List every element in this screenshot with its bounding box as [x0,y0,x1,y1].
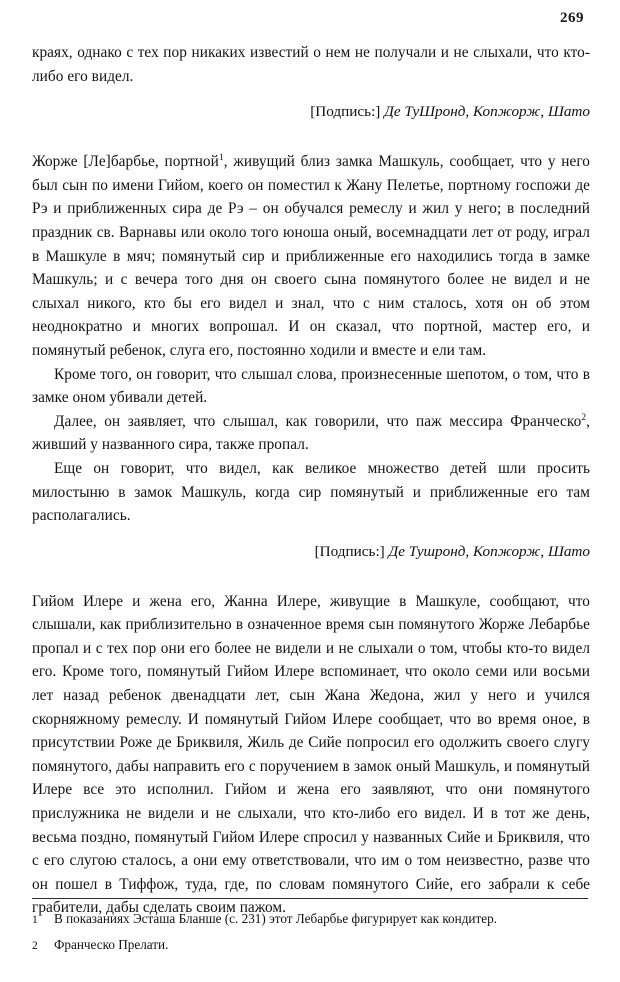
signature-line-1 [32,100,590,123]
footnote-ref-1[interactable]: 1 [218,153,224,164]
signature-line-2 [32,540,590,563]
testimony-2-paragraph-1: Гийом Илере и жена его, Жанна Илере, живущие в Машкуле, сообщают, что слышали, как приблизительно в означенное время сын помянутого Жорже Лебарбье пропал и с тех пор они его более не видели и не слыхали о том, чтобы кто-то видел его. Кроме того, помянутый Гийом Илере вспоминает, что около семи или восьми лет назад ребенок двенадцати лет, сын Жана Жедона, жил у него и учился скорняжному ремеслу. И помянутый Гийом Илере сообщает, что во время оное, в присутствии Роже де Бриквиля, Жиль де Сийе попросил его одолжить своего слугу помянутого, дабы направить его с поручением в замок оный Машкуль, и помянутый Илере все это исполнил. Гийом и жена его заявляют, что они помянутого прислужника не видели и не слыхали, что кто-либо его видел. И в тот же день, весьма поздно, помянутый Гийом Илере спросил у названных Сийе и Бриквиля, что с его слугою сталось, а они ему ответствовали, что им о том неизвестно, разве что он пошел в Тиффож, туда, где, по словам помянутого Сийе, его забрали к себе грабители, дабы сделать своим пажом. [32,592,590,917]
footnote-ref-2[interactable]: 2 [581,412,587,423]
footnotes-section [32,898,590,960]
testimony-1-paragraph-3 [32,410,590,457]
footnote-text: В показаниях Эсташа Бланше (с. 231) этот Лебарбье фигурирует как кондитер. [54,911,497,926]
footnote-text: Франческо Прелати. [54,937,169,952]
footnote-item [32,908,590,931]
section-gap [32,123,590,150]
signature-prefix-2: [Подпись:] [314,542,385,560]
testimony-1-text-b: , живущий близ замка Машкуль, сообщает, что у него был сын по имени Гийом, коего он поместил к Жану Пелетье, портному госпожи де Рэ и приближенных сира де Рэ – он обучался ремеслу и жил у него; в последний праздник св. Варнавы или около того юноша оный, восемнадцати лет от роду, играл в Машкуле в мяч; помянутый сир и приближенные его находились тогда в замке Машкуль; и с вечера того дня он своего сына помянутого более не видел и не слыхал никого, кто бы его видел и знал, что с ним сталось, хотя он об этом неоднократно и многих вопрошал. И он сказал, что портной, мастер его, и помянутый ребенок, слуга его, постоянно ходили и вместе и ели там. [32,153,591,359]
testimony-1-paragraph-1 [32,150,590,362]
testimony-1-text-a: Жорже [Ле]барбье, портной [32,153,219,171]
footnote-marker: 2 [32,940,38,952]
footnote-item [32,934,590,957]
testimony-1-paragraph-2: Кроме того, он говорит, что слышал слова, произнесенные шепотом, о том, что в замке оном убивали детей. [32,365,590,407]
continued-paragraph: краях, однако с тех пор никаких известий о нем не получали и не слыхали, что кто-либо его видел. [32,44,590,85]
testimony-1-paragraph-4: Еще он говорит, что видел, как великое множество детей шли просить милостыню в замок Машкуль, когда сир помянутый и приближенные его там располагались. [32,459,590,525]
testimony-1-par3-text-b: , живший у названного сира, также пропал. [32,412,590,454]
signature-prefix: [Подпись:] [310,103,381,121]
footnote-marker: 1 [32,914,38,926]
page-number: 269 [560,10,584,26]
section-gap-2 [32,563,590,590]
signature-names: Де ТуШронд, Копжорж, Шато [384,103,590,121]
signature-names-2: Де Тушронд, Копжорж, Шато [388,542,590,560]
footnote-divider [32,898,588,899]
testimony-1-par3-text-a: Далее, он заявляет, что слышал, как говорили, что паж мессира Франческо [54,412,582,430]
